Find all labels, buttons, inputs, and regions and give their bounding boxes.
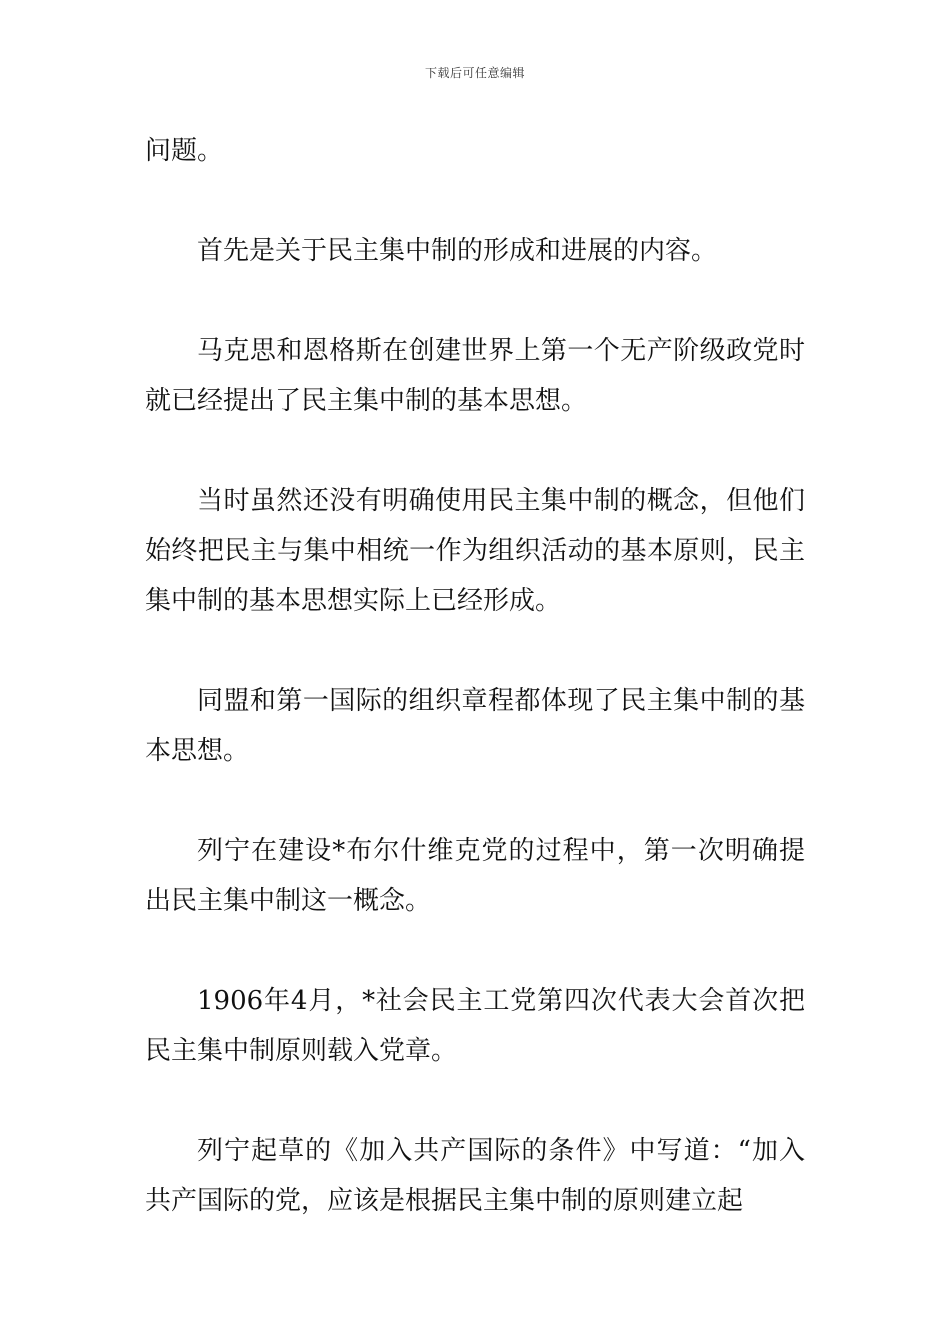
paragraph: 同盟和第一国际的组织章程都体现了民主集中制的基本思想。 [145,686,805,766]
paragraph: 1906年4月，*社会民主工党第四次代表大会首次把民主集中制原则载入党章。 [145,986,805,1066]
paragraph: 首先是关于民主集中制的形成和进展的内容。 [197,236,718,266]
document-body [145,126,805,1276]
paragraph: 马克思和恩格斯在创建世界上第一个无产阶级政党时就已经提出了民主集中制的基本思想。 [145,336,805,416]
paragraph: 当时虽然还没有明确使用民主集中制的概念，但他们始终把民主与集中相统一作为组织活动的基本原则，民主集中制的基本思想实际上已经形成。 [145,486,805,616]
paragraph-continuation: 问题。 [145,136,224,166]
page-header: 下载后可任意编辑 [424,66,525,80]
paragraph: 列宁在建设*布尔什维克党的过程中，第一次明确提出民主集中制这一概念。 [145,836,805,916]
paragraph: 列宁起草的《加入共产国际的条件》中写道：“加入共产国际的党，应该是根据民主集中制的原则建立起 [145,1136,805,1216]
